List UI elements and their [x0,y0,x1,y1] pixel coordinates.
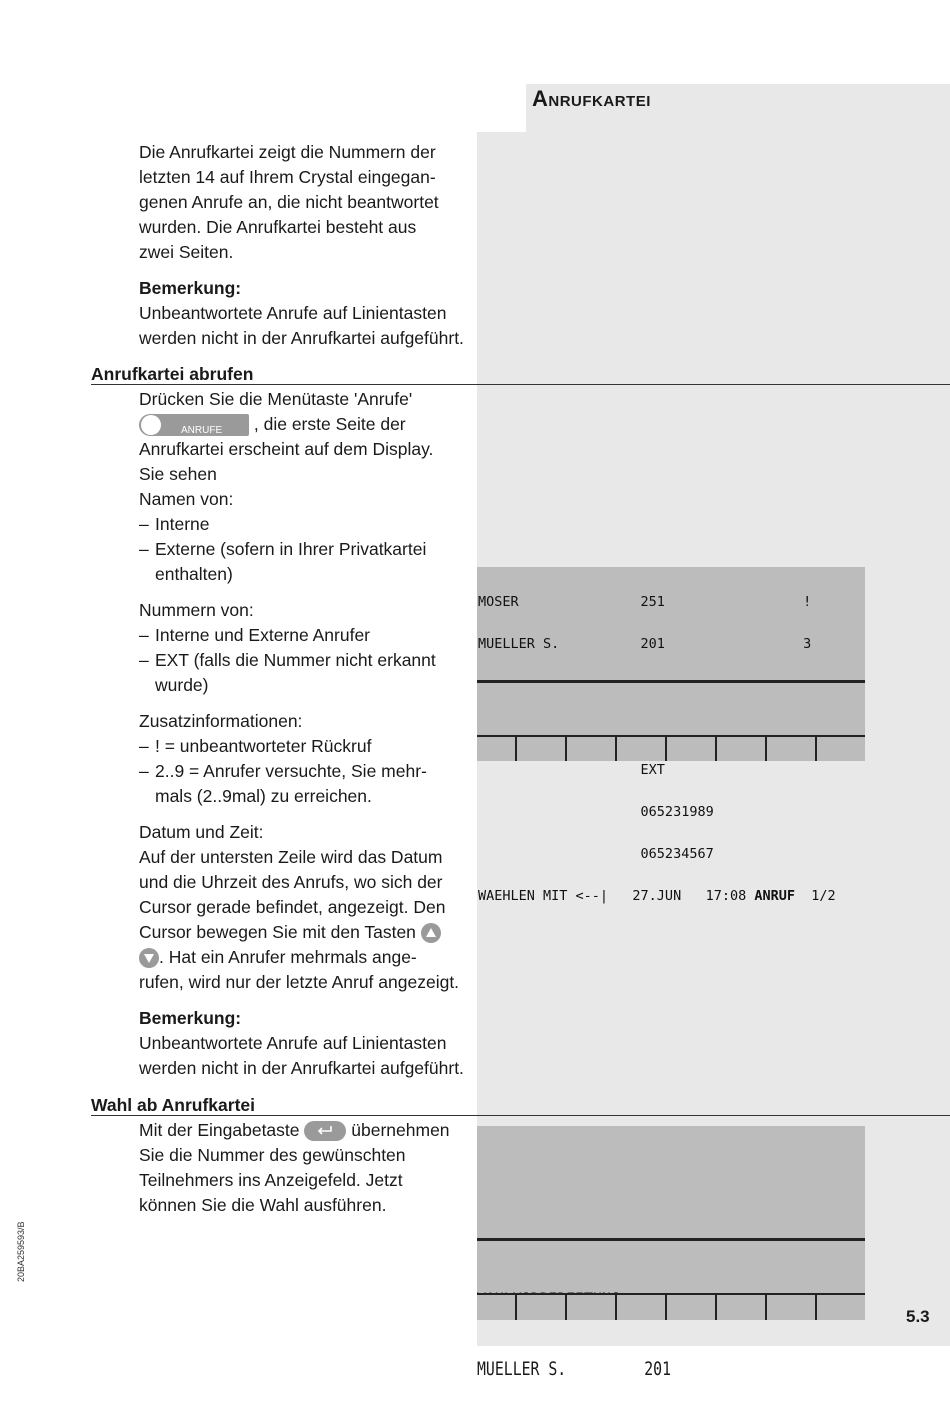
display-dial-preparation [477,1241,865,1380]
list-item: – EXT (falls die Nummer nicht erkannt [139,650,436,670]
extra-heading: Zusatzinformationen: [139,711,303,731]
softkey[interactable] [767,1295,817,1320]
menu-key-circle-icon [141,415,161,435]
datetime-line: Cursor gerade befindet, angezeigt. Den [139,897,446,917]
softkey[interactable] [667,1295,717,1320]
display-name: MUELLER S. [477,1358,567,1380]
intro-text [139,140,479,351]
note-line: werden nicht in der Anrufkartei aufgeführt. [139,328,464,348]
datetime-text: . Hat ein Anrufer mehrmals ange- [159,947,417,967]
note-line: Unbeantwortete Anrufe auf Linientasten [139,1033,447,1053]
list-item-text: Externe (sofern in Ihrer Privatkartei [155,539,427,559]
list-item-text: Interne und Externe Anrufer [155,625,370,645]
triangle-up-icon [425,927,437,939]
instruction-text: Mit der Eingabetaste [139,1120,300,1140]
status-text: WAEHLEN MIT <--| 27.JUN 17:08 [478,888,755,904]
section-rule [91,384,950,385]
display-row: MUELLER S. 201 3 [478,636,812,652]
list-item-text: ! = unbeantworteter Rückruf [155,736,372,756]
list-item: – Externe (sofern in Ihrer Privatkartei [139,539,427,559]
document-id-text: 20BA259593/B [16,1221,26,1282]
intro-line: wurden. Die Anrufkartei besteht aus [139,217,417,237]
softkey[interactable] [567,737,617,761]
datetime-text: Cursor bewegen Sie mit den Tasten [139,922,416,942]
datetime-line-with-down-key [139,945,479,970]
page-title: Anrufkartei [532,86,651,111]
list-item-text: 2..9 = Anrufer versuchte, Sie mehr- [155,761,427,781]
display-number: 201 [644,1358,672,1380]
list-item: – ! = unbeantworteter Rückruf [139,736,372,756]
list-item-continuation: enthalten) [155,564,233,584]
instruction-line: Sie die Nummer des gewünschten [139,1145,406,1165]
list-item-continuation: wurde) [155,675,209,695]
softkey-row [477,737,865,761]
softkey[interactable] [617,737,667,761]
section-rule [91,1115,950,1116]
softkey[interactable] [717,737,767,761]
intro-line: genen Anrufe an, die nicht beantwortet [139,192,439,212]
cursor-up-button[interactable] [421,923,441,943]
enter-key[interactable] [304,1121,346,1141]
note-heading: Bemerkung: [139,278,242,298]
softkey[interactable] [477,737,517,761]
section1-body [139,387,479,1081]
softkey[interactable] [667,737,717,761]
display-row: EXT [478,762,665,778]
datetime-line: und die Uhrzeit des Anrufs, wo sich der [139,872,443,892]
instruction-line: Anrufkartei erscheint auf dem Display. [139,439,434,459]
display-status-line [478,889,865,903]
list-item: – Interne [139,514,210,534]
softkey[interactable] [817,1295,865,1320]
list-item-continuation: mals (2..9mal) zu erreichen. [155,786,372,806]
display-line [477,1358,671,1381]
names-heading: Namen von: [139,489,234,509]
display-row: MOSER 251 ! [478,594,812,610]
softkey[interactable] [517,1295,567,1320]
softkey[interactable] [567,1295,617,1320]
instruction-line: Drücken Sie die Menütaste 'Anrufe' [139,389,413,409]
display-upper-area [477,1126,865,1238]
status-page: 1/2 [794,888,836,904]
triangle-down-icon [143,952,155,964]
display-text [477,1243,671,1427]
list-item: – 2..9 = Anrufer versuchte, Sie mehr- [139,761,427,781]
display-lower-area [477,683,865,735]
cursor-down-button[interactable] [139,948,159,968]
instruction-line: können Sie die Wahl ausführen. [139,1195,387,1215]
softkey-row [477,1295,865,1320]
softkey[interactable] [817,737,865,761]
menu-key-anrufe[interactable] [139,414,249,436]
instruction-line: Sie sehen [139,464,217,484]
instruction-text: übernehmen [351,1120,450,1140]
softkey[interactable] [717,1295,767,1320]
note-line: werden nicht in der Anrufkartei aufgeführt. [139,1058,464,1078]
page-number: 5.3 [906,1307,930,1326]
softkey[interactable] [477,1295,517,1320]
softkey[interactable] [617,1295,667,1320]
section-heading-abrufen: Anrufkartei abrufen [91,364,254,384]
list-item: – Interne und Externe Anrufer [139,625,370,645]
instruction-text: , die erste Seite der [253,414,406,434]
datetime-line: rufen, wird nur der letzte Anruf angezeigt. [139,972,460,992]
intro-line: letzten 14 auf Ihrem Crystal eingegan- [139,167,436,187]
list-item-text: Interne [155,514,210,534]
display-row: 065234567 [478,846,714,862]
instruction-line-with-key [139,412,479,437]
datetime-line-with-up-key [139,920,479,945]
menu-key-label: ANRUFE [181,425,223,437]
document-id [10,1220,34,1280]
section2-body [139,1118,479,1218]
display-row: 065231989 [478,804,714,820]
note-heading: Bemerkung: [139,1008,242,1028]
instruction-line: Teilnehmers ins Anzeigefeld. Jetzt [139,1170,403,1190]
datetime-line: Auf der untersten Zeile wird das Datum [139,847,443,867]
softkey[interactable] [767,737,817,761]
list-item-text: EXT (falls die Nummer nicht erkannt [155,650,436,670]
intro-line: Die Anrufkartei zeigt die Nummern der [139,142,436,162]
instruction-line-with-enter [139,1118,479,1143]
display-call-list [477,567,865,904]
note-line: Unbeantwortete Anrufe auf Linientasten [139,303,447,323]
status-mode: ANRUF [754,888,795,904]
numbers-heading: Nummern von: [139,600,254,620]
enter-arrow-icon [316,1125,334,1137]
datetime-heading: Datum und Zeit: [139,822,264,842]
intro-line: zwei Seiten. [139,242,234,262]
section-heading-wahl: Wahl ab Anrufkartei [91,1095,256,1115]
softkey[interactable] [517,737,567,761]
